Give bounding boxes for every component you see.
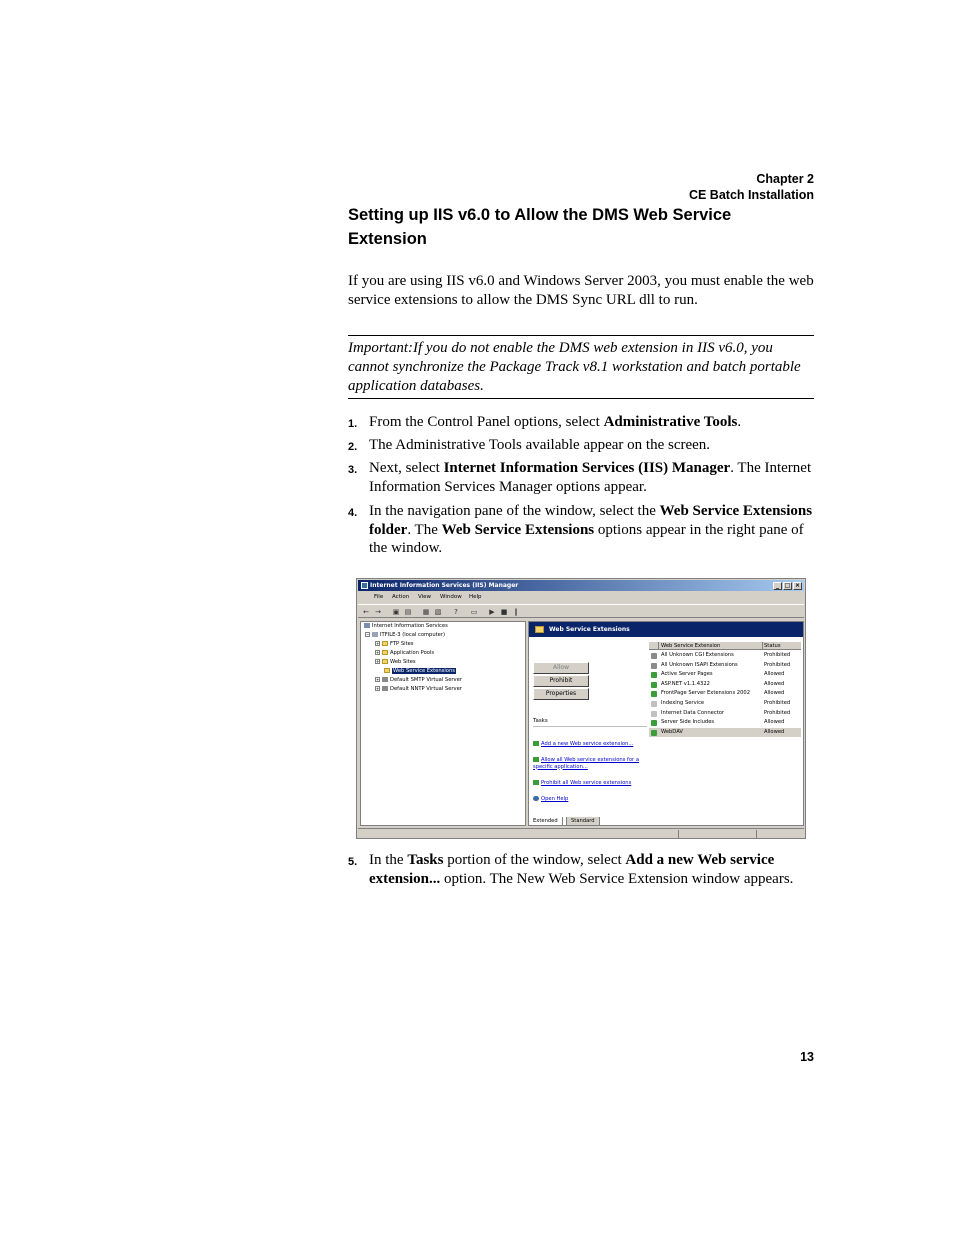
divider [756,830,757,838]
list-item[interactable]: All Unknown CGI Extensions Prohibited [649,651,801,661]
expand-icon[interactable]: + [376,641,380,646]
important-note [348,335,814,399]
properties-icon[interactable]: ▦ [422,608,430,616]
extension-icon [651,682,657,688]
filter-icon [651,663,657,669]
tab-standard[interactable]: Standard [566,817,600,826]
forward-icon[interactable]: → [375,608,381,616]
task-open-help[interactable]: Open Help [533,796,649,803]
step-number: 3. [348,464,358,476]
tasks-label: Tasks [533,718,548,724]
tree-item-selected[interactable]: Web Service Extensions [384,668,456,675]
tree-item[interactable]: + Default SMTP Virtual Server [376,677,462,683]
column-divider [762,642,763,650]
menu-file[interactable]: File [374,594,384,600]
extension-icon [651,730,657,736]
stop-icon[interactable]: ■ [500,608,508,616]
help-icon[interactable]: ? [454,608,458,616]
add-icon [533,741,539,746]
step-number: 1. [348,418,358,430]
menu-window[interactable]: Window [440,594,462,600]
allow-icon [533,757,539,762]
step-number: 5. [348,856,358,868]
page-number: 13 [800,1050,814,1064]
intro-paragraph: If you are using IIS v6.0 and Windows Server 2003, you must enable the web service extensions to allow the DMS Sync URL dll to run. [348,273,814,308]
step-number: 2. [348,441,358,453]
menu-action[interactable]: Action [392,594,410,600]
prohibit-button[interactable]: Prohibit [533,675,589,687]
window-titlebar [358,580,804,591]
list-item[interactable]: ASP.NET v1.1.4322 Allowed [649,680,801,690]
allow-button[interactable]: Allow [533,662,589,674]
divider [678,830,679,838]
iis-icon [364,623,370,628]
status-bar [358,828,804,838]
list-item[interactable]: Active Server Pages Allowed [649,670,801,680]
list-item-selected[interactable]: WebDAV Allowed [649,728,801,738]
filter-icon [651,653,657,659]
tree-item[interactable]: + Default NNTP Virtual Server [376,686,462,692]
expand-icon[interactable]: + [376,686,380,691]
task-allow-all-for-app[interactable]: Allow all Web service extensions for a specific application... [533,757,639,770]
folder-icon [382,659,388,664]
task-add-extension[interactable]: Add a new Web service extension... [533,741,649,748]
help-icon [533,796,539,801]
window-title: Internet Information Services (IIS) Manager [370,582,519,589]
task-prohibit-all[interactable]: Prohibit all Web service extensions [533,780,649,787]
list-item[interactable]: Indexing Service Prohibited [649,699,801,709]
extensions-list [649,642,803,742]
back-icon[interactable]: ← [363,608,369,616]
pane-title: Web Service Extensions [529,622,803,637]
menu-bar [358,592,804,603]
folder-icon [382,641,388,646]
step-text: In the navigation pane of the window, select the Web Service Extensions folder. The Web Service Extensions options appear in the right pane of the window. [369,503,813,556]
section-title: Setting up IIS v6.0 to Allow the DMS Web Service Extension [348,206,732,248]
list-item[interactable]: All Unknown ISAPI Extensions Prohibited [649,661,801,671]
list-item[interactable]: Internet Data Connector Prohibited [649,709,801,719]
status-column-header[interactable]: Status [764,643,781,649]
name-column-header[interactable]: Web Service Extension [661,643,721,649]
maximize-icon[interactable]: □ [784,582,791,589]
list-item[interactable]: Server Side Includes Allowed [649,718,801,728]
close-icon[interactable]: × [794,582,801,589]
server-icon [382,686,388,691]
list-item[interactable]: FrontPage Server Extensions 2002 Allowed [649,689,801,699]
expand-icon[interactable]: + [376,659,380,664]
iis-app-icon [361,582,368,589]
computer-icon [372,632,378,637]
iis-manager-screenshot [356,578,806,839]
navigation-tree [360,621,526,826]
up-folder-icon[interactable]: ▣ [392,608,400,616]
show-hide-tree-icon[interactable]: ▤ [404,608,412,616]
server-icon [382,677,388,682]
minimize-icon[interactable]: _ [773,582,782,590]
folder-icon [535,626,544,633]
extension-icon [651,691,657,697]
chapter-title: CE Batch Installation [688,188,814,202]
chapter-label: Chapter 2 [756,172,814,186]
prohibit-icon [533,780,539,785]
tab-extended[interactable]: Extended [528,817,563,826]
play-icon[interactable]: ▶ [489,608,495,616]
step-text: From the Control Panel options, select Administrative Tools. [369,414,742,430]
pause-icon[interactable]: ‖ [514,608,518,616]
tree-root[interactable]: Internet Information Services [364,623,448,630]
toolbar [358,604,804,618]
tree-computer[interactable]: − ITFILE-3 (local computer) [366,632,446,638]
extension-icon [651,720,657,726]
properties-button[interactable]: Properties [533,688,589,700]
details-pane [528,621,804,826]
refresh-icon[interactable]: ▧ [434,608,442,616]
folder-icon [382,650,388,655]
step-number: 4. [348,507,358,519]
menu-view[interactable]: View [418,594,432,600]
step-text: In the Tasks portion of the window, select Add a new Web service extension... option. The New Web Service Extension window appears. [369,852,794,887]
tree-item[interactable]: + Web Sites [376,659,416,665]
important-note-text: Important:If you do not enable the DMS web extension in IIS v6.0, you cannot synchronize the Package Track v8.1 workstation and batch portable application databases. [348,340,801,394]
extension-icon [651,711,657,717]
expand-icon[interactable]: + [376,677,380,682]
computer-icon[interactable]: ▭ [470,608,478,616]
tree-item[interactable]: + FTP Sites [376,641,414,647]
expand-icon[interactable]: + [376,650,380,655]
menu-help[interactable]: Help [469,594,482,600]
icon-column-header[interactable] [649,642,659,650]
extension-icon [651,701,657,707]
extension-icon [651,672,657,678]
list-header [649,642,801,650]
tree-item[interactable]: + Application Pools [376,650,435,656]
folder-icon [384,668,390,673]
divider [533,726,647,727]
step-text: Next, select Internet Information Services (IIS) Manager. The Internet Information Services Manager options appear. [369,460,812,495]
step-text: The Administrative Tools available appear on the screen. [369,437,711,453]
collapse-icon[interactable]: − [366,632,370,637]
